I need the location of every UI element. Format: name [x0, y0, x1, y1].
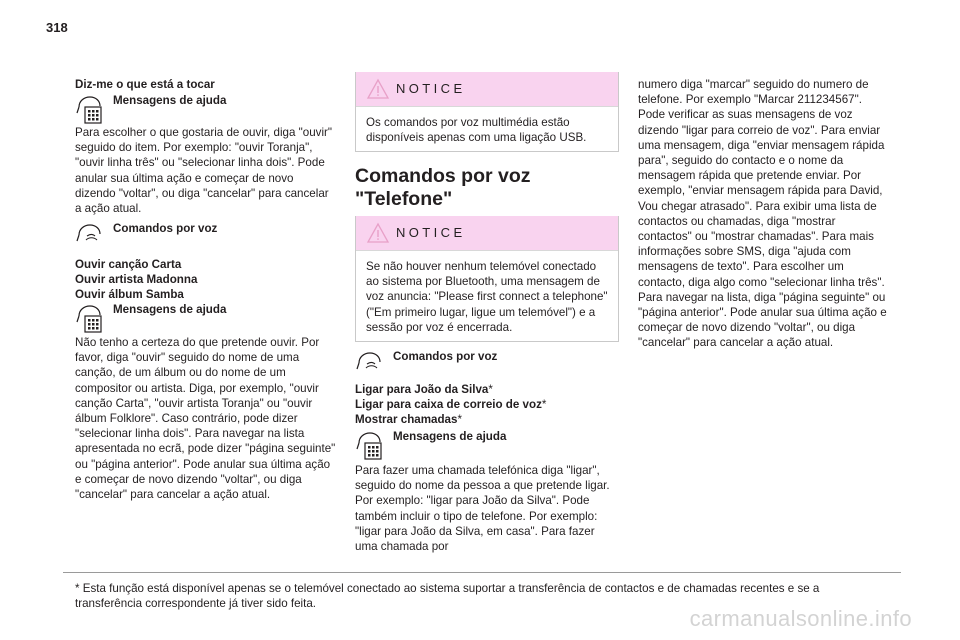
command-call-voicemail: Ligar para caixa de correio de voz*	[355, 398, 547, 411]
help-messages-label: Mensagens de ajuda	[393, 430, 507, 443]
voice-commands-label: Comandos por voz	[113, 222, 218, 235]
voice-speech-icon	[75, 221, 105, 247]
voice-commands-row	[355, 349, 619, 379]
help-speech-icon	[355, 429, 385, 461]
command-album: Ouvir álbum Samba	[75, 288, 184, 301]
voice-commands-row	[75, 221, 337, 251]
help-messages-row	[355, 429, 619, 459]
footnote: * Esta função está disponível apenas se o telemóvel conectado ao sistema suportar a transferência de contactos e de chamadas recentes e se a transferência correspondente já tiver sido feita.	[75, 582, 820, 610]
notice-box-usb	[355, 72, 619, 152]
help-speech-icon	[75, 302, 105, 334]
section-title-line-2: "Telefone"	[355, 188, 453, 210]
warning-triangle-icon	[366, 222, 390, 244]
notice-body: Os comandos por voz multimédia estão disponíveis apenas com uma ligação USB.	[366, 116, 587, 145]
notice-header	[356, 216, 618, 251]
help-messages-label: Mensagens de ajuda	[113, 94, 227, 107]
watermark: carmanualsonline.info	[689, 606, 912, 631]
paragraph-not-sure: Não tenho a certeza do que pretende ouvir. Por favor, diga "ouvir" seguido do nome de uma canção, de um álbum ou do nome de um compositor ou artista. Diga, por exemplo, "ouvir canção Carta", "ouvir artista Toranja" ou "ouvir álbum Folklore". Caso contrário, pode dizer "selecionar linha dois". Para navegar na lista apresentada no ecrã, pode dizer "página seguinte" ou "página anterior". Pode anular sua última ação e começar de novo dizendo "voltar", ou diga "cancelar" para cancelar a ação atual.	[75, 336, 336, 502]
command-artist: Ouvir artista Madonna	[75, 273, 198, 286]
warning-triangle-icon	[366, 78, 390, 100]
notice-box-bluetooth	[355, 216, 619, 342]
help-speech-icon	[75, 93, 105, 125]
paragraph-make-call: Para fazer uma chamada telefónica diga "ligar", seguido do nome da pessoa a que pretende ligar. Por exemplo: "ligar para João da Silva". Pode também incluir o tipo de telefone. Por exemplo: "ligar para João da Silva, em casa". Para fazer uma chamada por	[355, 464, 610, 554]
command-call-contact: Ligar para João da Silva*	[355, 383, 493, 396]
voice-commands-label: Comandos por voz	[393, 350, 498, 363]
notice-title: NOTICE	[396, 81, 466, 96]
notice-header	[356, 72, 618, 107]
paragraph-phone-continued: numero diga "marcar" seguido do numero de telefone. Por exemplo "Marcar 211234567". Pode verificar as suas mensagens de voz dizendo "ligar para correio de voz". Para enviar uma mensagem, diga "enviar mensagem rápida para", seguido do contacto e o nome da mensagem rápida que pretende enviar. Por exemplo, "enviar mensagem rápida para David, Vou chegar atrasado". Para exibir uma lista de contactos ou chamadas, diga "mostrar contactos" ou "mostrar chamadas". Para mais informações sobre SMS, diga "ajuda com mensagens de texto". Para escolher um contacto, diga algo como "selecionar linha três". Para navegar na lista, diga "página seguinte" ou "página anterior". Pode anular sua última ação e começar de novo dizendo "voltar", ou diga "cancelar" para cancelar a ação atual.	[638, 78, 887, 350]
help-messages-row	[75, 302, 337, 332]
section-title	[355, 165, 619, 211]
section-title-line-1: Comandos por voz	[355, 165, 531, 187]
help-messages-label: Mensagens de ajuda	[113, 303, 227, 316]
command-song: Ouvir canção Carta	[75, 258, 182, 271]
notice-title: NOTICE	[396, 225, 466, 240]
page-number: 318	[46, 20, 68, 35]
footnote-divider	[63, 572, 901, 573]
paragraph-choose-listen: Para escolher o que gostaria de ouvir, diga "ouvir" seguido do item. Por exemplo: "ouvir Toranja", "ouvir linha três" ou "selecionar linha dois". Pode anular sua última ação e começar de novo dizendo "voltar", ou diga "cancelar" para cancelar a ação atual.	[75, 126, 333, 216]
voice-speech-icon	[355, 349, 385, 375]
command-show-calls: Mostrar chamadas*	[355, 413, 462, 426]
heading-now-playing: Diz-me o que está a tocar	[75, 78, 215, 91]
help-messages-row	[75, 93, 337, 123]
notice-body: Se não houver nenhum telemóvel conectado ao sistema por Bluetooth, uma mensagem de voz anuncia: "Please first connect a telephone" ("Em primeiro lugar, ligue um telemóvel") e a sessão por voz é encerrada.	[366, 260, 608, 334]
